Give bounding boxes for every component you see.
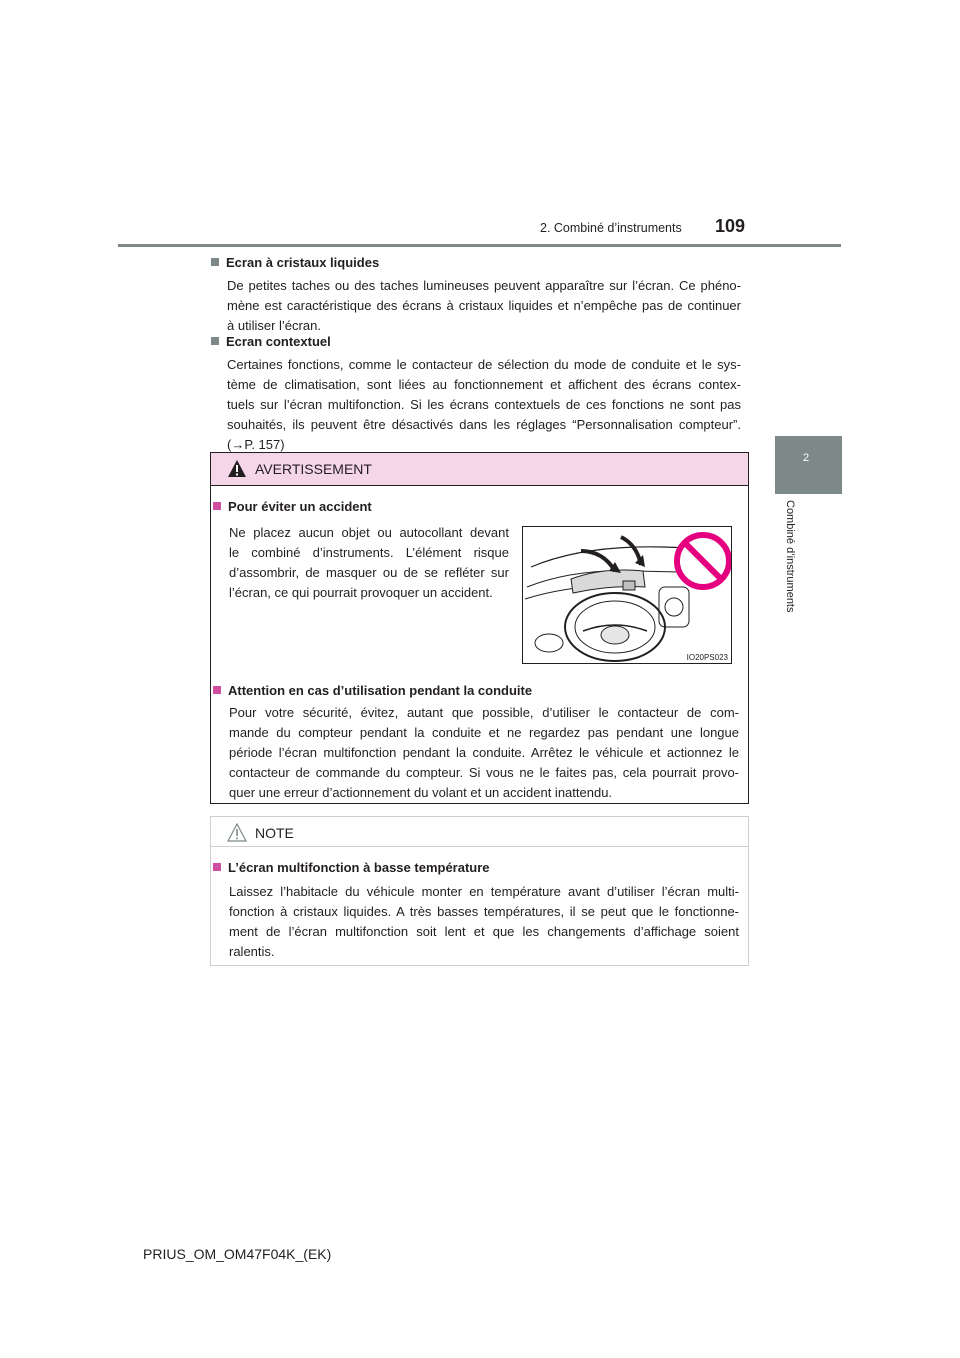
header-section-title: 2. Combiné d’instruments xyxy=(540,221,682,235)
text-line: mène est caractéristique des écrans à cristaux liquides et n’empêche pas de continuer xyxy=(227,298,741,313)
text-line: Certaines fonctions, comme le contacteur de sélection du mode de conduite et le sys- xyxy=(227,357,741,372)
warning-sub-heading-accident-text: Pour éviter un accident xyxy=(228,499,372,514)
text-line: mande du compteur pendant la conduite et ne regardez pas pendant une longue xyxy=(229,725,739,740)
header-divider xyxy=(118,244,841,247)
item-body-contextual xyxy=(227,355,741,455)
text-line: Ne placez aucun objet ou autocollant devant xyxy=(229,525,509,540)
text-line: fonction à cristaux liquides. A très basses températures, il se peut que le fonctionne- xyxy=(229,904,739,919)
text-line: ralentis. xyxy=(229,944,275,959)
text-line: Laissez l’habitacle du véhicule monter en température avant d’utiliser l’écran multi- xyxy=(229,884,739,899)
text-line: Pour votre sécurité, évitez, autant que possible, d’utiliser le contacteur de com- xyxy=(229,705,739,720)
text-line: à utiliser l’écran. xyxy=(227,318,321,333)
item-heading-lcd xyxy=(211,255,379,270)
text-line: tuels sur l’écran multifonction. Si les écrans contextuels de ces fonctions ne sont pas xyxy=(227,397,741,412)
chapter-side-label: Combiné d’instruments xyxy=(784,500,796,613)
figure-code: IO20PS023 xyxy=(686,653,728,662)
warning-title: AVERTISSEMENT xyxy=(255,461,372,477)
square-bullet-icon xyxy=(213,863,221,871)
text-line: ment de l’écran multifonction soit lent et que les changements d’affichage soient xyxy=(229,924,739,939)
note-header xyxy=(211,817,748,847)
square-bullet-icon xyxy=(213,502,221,510)
caution-triangle-icon xyxy=(227,823,247,842)
chapter-tab xyxy=(775,436,842,494)
warning-sub-heading-driving xyxy=(213,683,532,698)
warning-sub-heading-driving-text: Attention en cas d’utilisation pendant la conduite xyxy=(228,683,533,698)
text-line: quer une erreur d’actionnement du volant et un accident inattendu. xyxy=(229,785,613,800)
note-sub-heading-text: L’écran multifonction à basse température xyxy=(228,860,490,875)
item-heading-lcd-text: Ecran à cristaux liquides xyxy=(226,255,380,270)
square-bullet-icon xyxy=(213,686,221,694)
text-line: (→P. 157) xyxy=(227,437,285,452)
item-body-lcd xyxy=(227,276,741,336)
warning-header xyxy=(211,453,748,486)
warning-triangle-icon xyxy=(227,459,247,478)
item-heading-contextual xyxy=(211,334,331,349)
dashboard-drawing xyxy=(523,527,731,663)
note-sub-heading xyxy=(213,860,490,875)
warning-sub-body-driving xyxy=(229,703,739,803)
text-line: tème de climatisation, sont liées au fonctionnement et affichent des écrans contex- xyxy=(227,377,741,392)
chapter-side-label-wrap xyxy=(770,500,810,640)
dashboard-illustration xyxy=(522,526,732,664)
page-number: 109 xyxy=(715,216,746,236)
note-title: NOTE xyxy=(255,825,294,841)
text-line: le combiné d’instruments. L’élément risque xyxy=(229,545,509,560)
note-sub-body xyxy=(229,882,739,962)
chapter-number: 2 xyxy=(803,452,810,464)
text-line: De petites taches ou des taches lumineuses peuvent apparaître sur l’écran. Ce phéno- xyxy=(227,278,741,293)
warning-sub-body-accident xyxy=(229,523,509,603)
warning-sub-heading-accident xyxy=(213,499,372,514)
square-bullet-icon xyxy=(211,258,219,266)
note-box xyxy=(210,816,749,966)
text-line: souhaités, ils peuvent être désactivés dans les réglages “Personnalisation compteur”. xyxy=(227,417,741,432)
text-line: contacteur de commande du compteur. Si vous ne le faites pas, cela pourrait provo- xyxy=(229,765,739,780)
text-line: période l’écran multifonction pendant la conduite. Arrêtez le véhicule et actionnez le xyxy=(229,745,739,760)
text-line: l’écran, ce qui pourrait provoquer un accident. xyxy=(229,585,493,600)
text-line: d’assombrir, de masquer ou de se refléter sur xyxy=(229,565,509,580)
square-bullet-icon xyxy=(211,337,219,345)
item-heading-contextual-text: Ecran contextuel xyxy=(226,334,331,349)
footer-document-code: PRIUS_OM_OM47F04K_(EK) xyxy=(143,1246,332,1262)
